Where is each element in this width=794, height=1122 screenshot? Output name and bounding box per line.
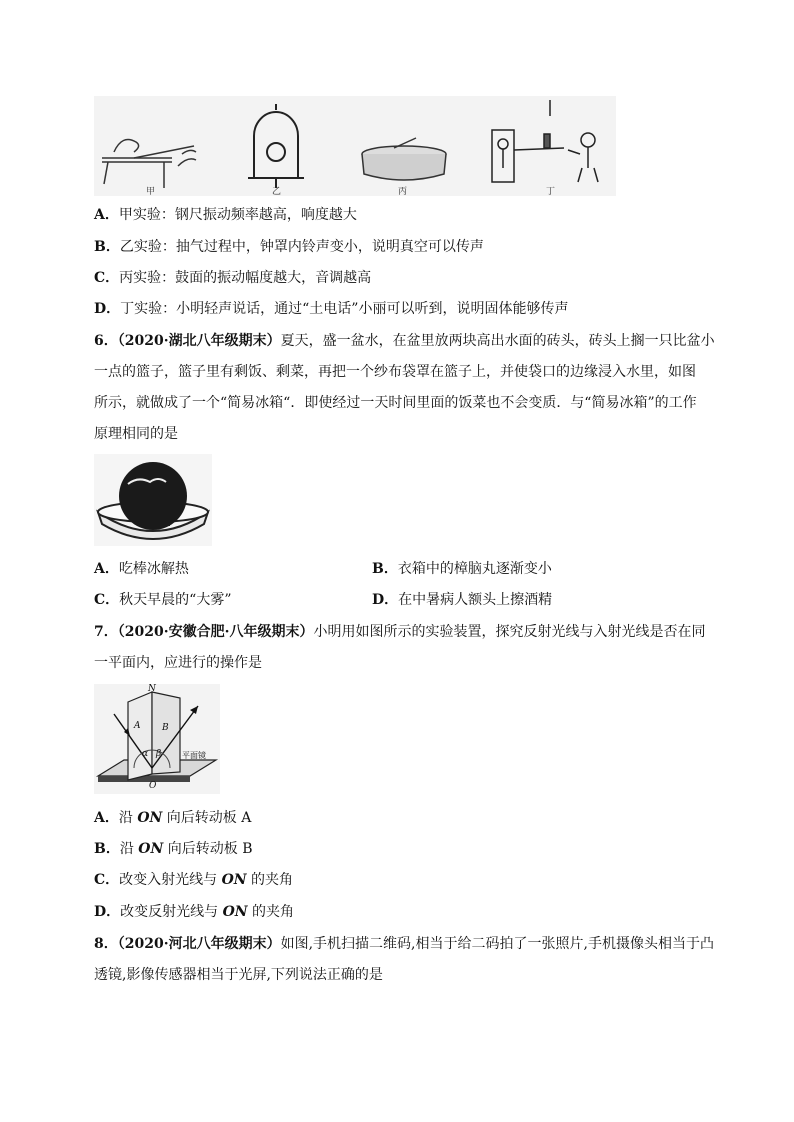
q8-line-1: 8．（2020·河北八年级期末）如图,手机扫描二维码,相当于给二码拍了一张照片,手机摄像头相当于凸 — [94, 936, 714, 952]
label-beta: β — [156, 749, 162, 759]
figure-label-jia: 甲 — [146, 187, 156, 196]
q7-option-a: A．沿 ON 向后转动板 A — [94, 810, 252, 826]
q6-option-c: C．秋天早晨的“大雾” — [94, 592, 232, 608]
q6-line-3: 所示，就做成了一个“简易冰箱“．即使经过一天时间里面的饭菜也不会变质．与“简易冰箱”的工作 — [94, 395, 697, 411]
q7-option-b: B．沿 ON 向后转动板 B — [94, 841, 253, 857]
q6-line-4: 原理相同的是 — [94, 426, 178, 442]
q5-option-b: B．乙实验：抽气过程中，钟罩内铃声变小，说明真空可以传声 — [94, 239, 484, 255]
q7-option-c: C．改变入射光线与 ON 的夹角 — [94, 872, 294, 888]
label-o: O — [149, 781, 157, 791]
q6-option-b: B．衣箱中的樟脑丸逐渐变小 — [372, 561, 552, 577]
figure-label-bing: 丙 — [398, 187, 408, 196]
q5-option-d: D．丁实验：小明轻声说话，通过“土电话”小丽可以听到，说明固体能够传声 — [94, 301, 569, 317]
simple-fridge-figure — [94, 454, 212, 546]
q7-line-1: 7．（2020·安徽合肥·八年级期末）小明用如图所示的实验装置，探究反射光线与入射光线是否在同 — [94, 624, 706, 640]
figure-label-yi: 乙 — [272, 187, 282, 196]
experiment-figure — [94, 96, 616, 196]
figure-label-ding: 丁 — [546, 187, 556, 196]
q6-line-2: 一点的篮子，篮子里有剩饭、剩菜，再把一个纱布袋罩在篮子上，并使袋口的边缘浸入水里，如图 — [94, 364, 696, 380]
q5-option-c: C．丙实验：鼓面的振动幅度越大，音调越高 — [94, 270, 372, 286]
q6-line-1: 6．（2020·湖北八年级期末）夏天，盛一盆水，在盆里放两块高出水面的砖头，砖头上搁一只比盆小 — [94, 333, 715, 349]
q6-option-d: D．在中暑病人额头上擦酒精 — [372, 592, 553, 608]
label-b: B — [162, 723, 169, 733]
q7-option-d: D．改变反射光线与 ON 的夹角 — [94, 904, 295, 920]
label-n: N — [148, 684, 156, 694]
q6-option-a: A．吃棒冰解热 — [94, 561, 189, 577]
q5-option-a: A．甲实验：钢尺振动频率越高，响度越大 — [94, 207, 357, 223]
label-a: A — [134, 721, 141, 731]
q8-line-2: 透镜,影像传感器相当于光屏,下列说法正确的是 — [94, 967, 383, 983]
q7-line-2: 一平面内，应进行的操作是 — [94, 655, 262, 671]
label-alpha: α — [142, 749, 149, 759]
label-mirror: 平面镜 — [182, 751, 206, 760]
reflection-apparatus-figure — [94, 684, 220, 794]
